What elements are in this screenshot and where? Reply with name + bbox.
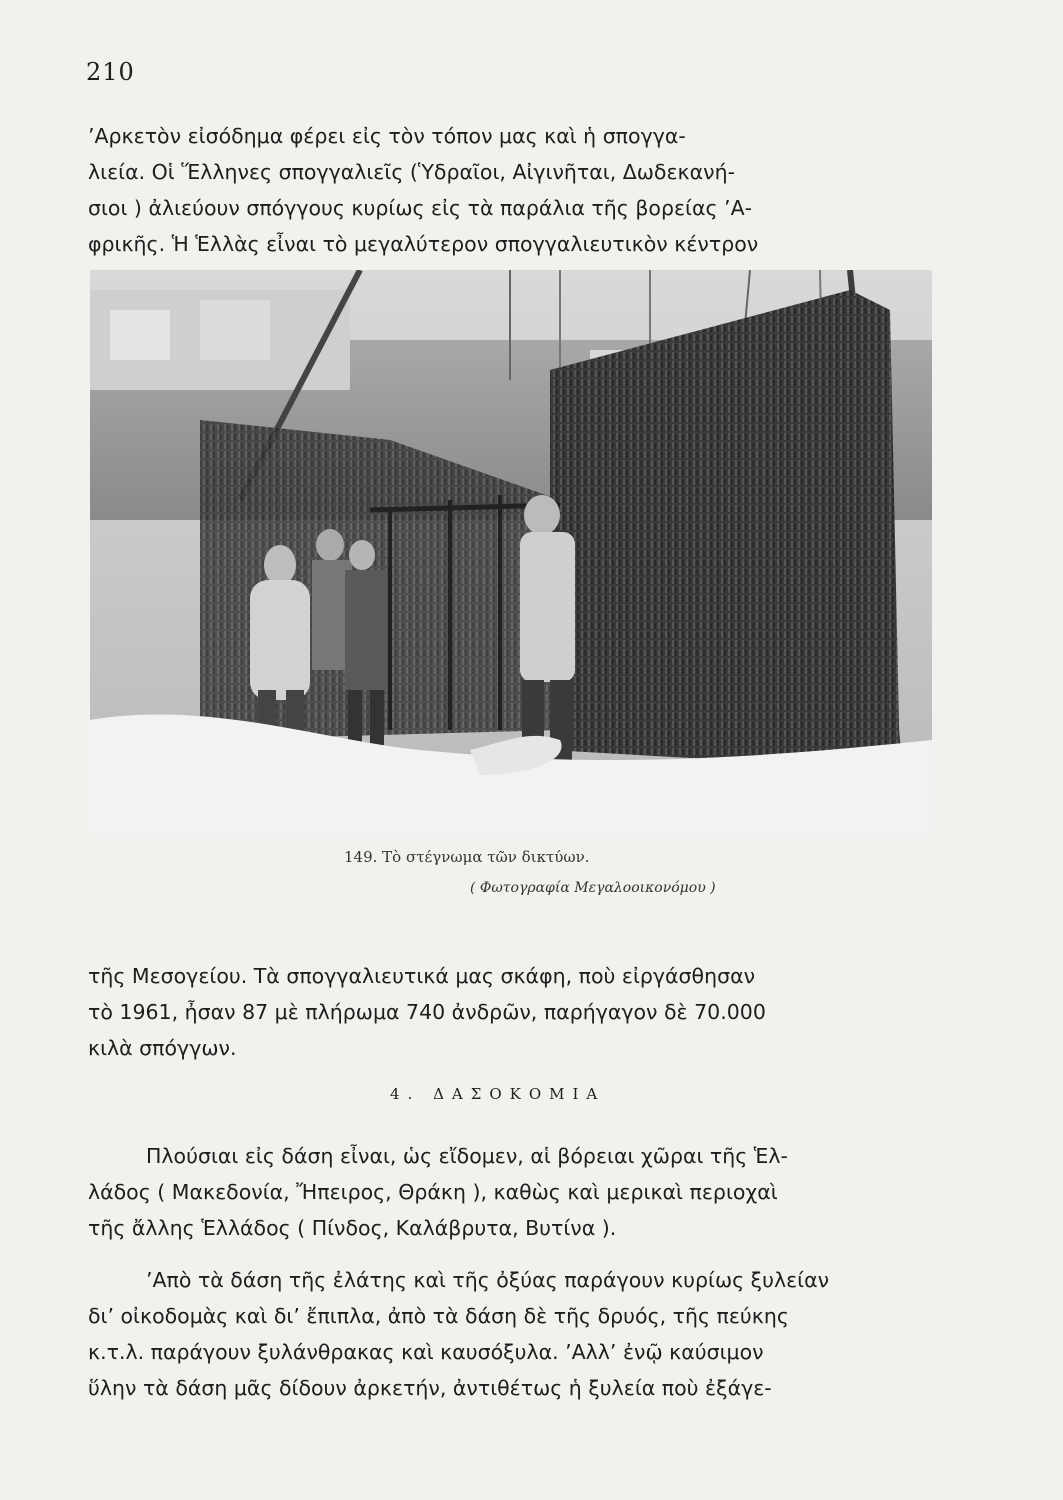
text-line: δι’ οἰκοδομὰς καὶ δι’ ἔπιπλα, ἀπὸ τὰ δάση δὲ τῆς δρυός, τῆς πεύκης [88, 1304, 789, 1328]
text-line: τῆς Μεσογείου. Τὰ σπογγαλιευτικά μας σκάφη, ποὺ εἰργάσθησαν [88, 964, 756, 988]
page-number: 210 [86, 58, 135, 86]
text-line: ’Απὸ τὰ δάση τῆς ἐλάτης καὶ τῆς ὀξύας παράγουν κυρίως ξυλείαν [146, 1268, 830, 1292]
photo-drying-nets [90, 270, 932, 836]
text-line: ὕλην τὰ δάση μᾶς δίδουν ἀρκετήν, ἀντιθέτως ἡ ξυλεία ποὺ ἐξάγε- [88, 1376, 772, 1400]
photo-credit: ( Φωτογραφία Μεγαλοοικονόμου ) [470, 880, 716, 896]
text-line: φρικῆς. Ἡ Ἑλλὰς εἶναι τὸ μεγαλύτερον σπογγαλιευτικὸν κέντρον [88, 232, 759, 256]
text-line: Πλούσιαι εἰς δάση εἶναι, ὡς εἴδομεν, αἱ βόρειαι χῶραι τῆς Ἑλ- [146, 1144, 788, 1168]
text-line: τὸ 1961, ἦσαν 87 μὲ πλήρωμα 740 ἀνδρῶν, παρήγαγον δὲ 70.000 [88, 1000, 766, 1024]
figure-caption: 149. Τὸ στέγνωμα τῶν δικτύων. [344, 848, 590, 866]
text-line: τῆς ἄλλης Ἑλλάδος ( Πίνδος, Καλάβρυτα, Βυτίνα ). [88, 1216, 617, 1240]
text-line: λάδος ( Μακεδονία, Ἤπειρος, Θράκη ), καθὼς καὶ μερικαὶ περιοχαὶ [88, 1180, 778, 1204]
text-line: κιλὰ σπόγγων. [88, 1036, 237, 1060]
text-line: λιεία. Οἱ Ἕλληνες σπογγαλιεῖς (Ὑδραῖοι, Αἰγινῆται, Δωδεκανή- [88, 160, 735, 184]
text-line: σιοι ) ἀλιεύουν σπόγγους κυρίως εἰς τὰ παράλια τῆς βορείας ’Α- [88, 196, 752, 220]
text-line: κ.τ.λ. παράγουν ξυλάνθρακας καὶ καυσόξυλα. ’Αλλ’ ἐνῷ καύσιμον [88, 1340, 764, 1364]
section-heading: 4. ΔΑΣΟΚΟΜΙΑ [390, 1085, 606, 1103]
paragraph-timber [88, 1262, 829, 1406]
paragraph-forests [88, 1138, 788, 1246]
paragraph-mediterranean [88, 958, 766, 1066]
text-line: ’Αρκετὸν εἰσόδημα φέρει εἰς τὸν τόπον μας καὶ ἡ σπογγα- [88, 124, 686, 148]
paragraph-sponge-fishing [88, 118, 758, 262]
